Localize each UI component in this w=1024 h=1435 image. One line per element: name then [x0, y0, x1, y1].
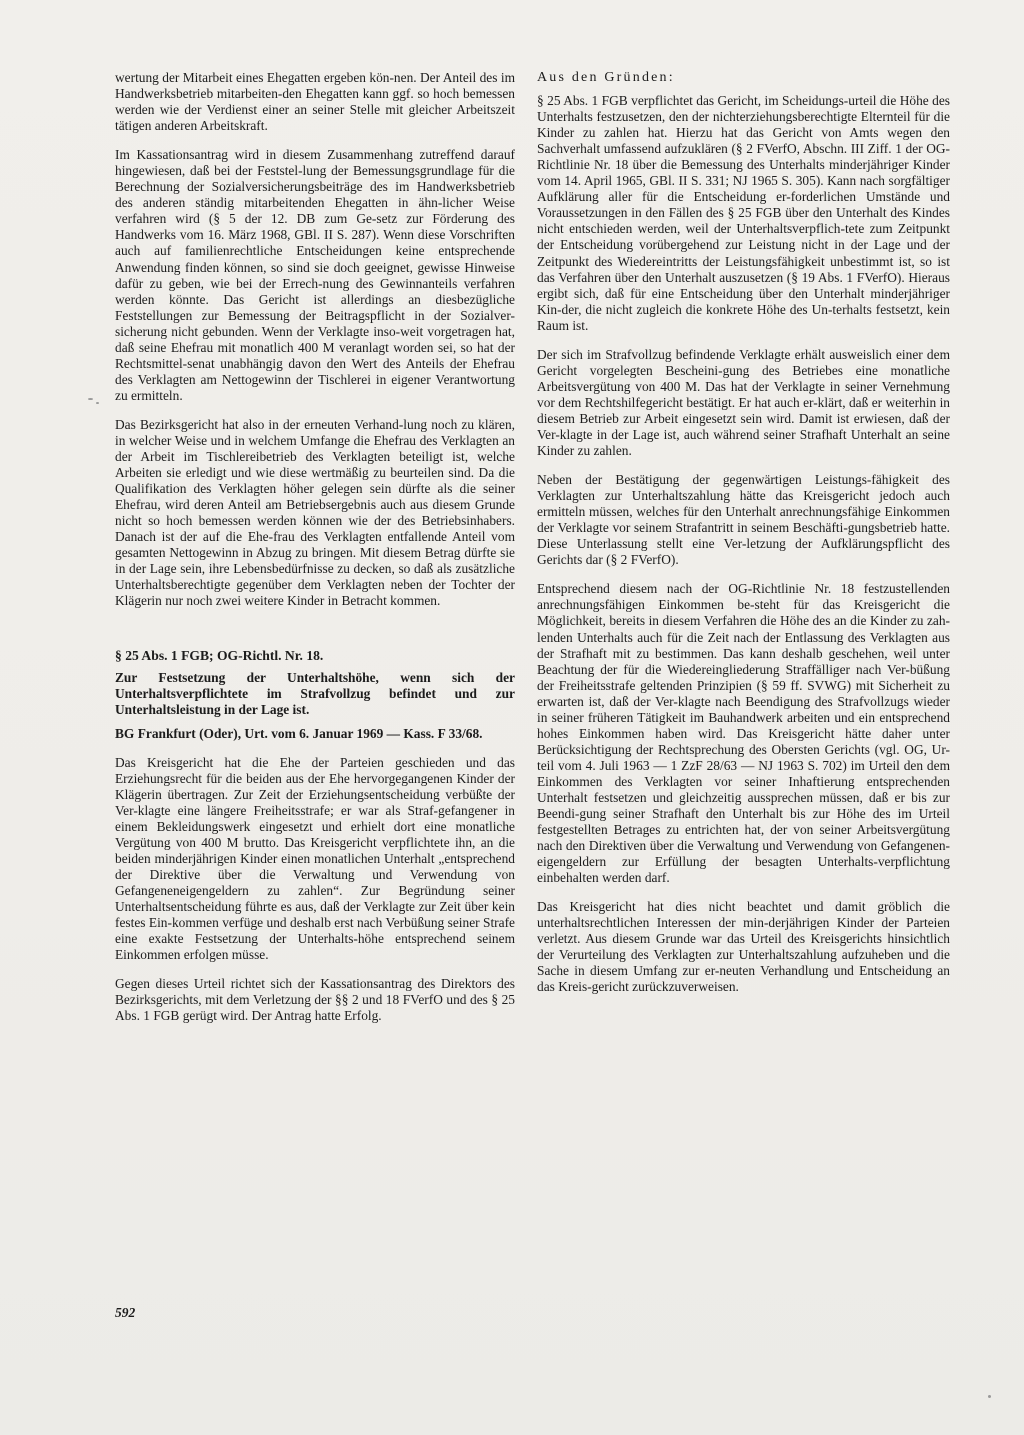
section-reference: § 25 Abs. 1 FGB; OG-Richtl. Nr. 18.	[115, 647, 324, 663]
scan-speck	[988, 1395, 991, 1398]
paragraph: Das Kreisgericht hat die Ehe der Parteien geschieden und das Erziehungsrecht für die beiden aus der Ehe hervorgegangenen Kinder der Klägerin übertragen. Zur Zeit der Erziehungsentscheidung verbüßte der Ver-klagte eine längere Freiheitsstrafe; er war als Straf-gefangener in einem Bekleidungswerk eingesetzt und erhielt dort eine monatliche Vergütung von 400 M brutto. Das Kreisgericht verpflichtete ihn, an die beiden minderjährigen Kinder einen monatlichen Unterhalt „entsprechend der Direktive über die Verwaltung und Verwendung von Gefangeneneigengeldern zu zahlen“. Zur Begründung seiner Unterhaltsentscheidung führte es aus, daß der Verklagte zur Zeit über kein festes Ein-kommen verfüge und deshalb erst nach Verbüßung seiner Strafe eine exakte Festsetzung der Unterhalts-höhe entsprechend seinem Einkommen erfolgen müsse.	[115, 754, 515, 963]
paragraph: § 25 Abs. 1 FGB verpflichtet das Gericht, im Scheidungs-urteil die Höhe des Unterhalts festzusetzen, den der nichterziehungsberechtigte Elternteil für die Kinder zu zahlen hat. Hierzu hat das Gericht von Amts wegen den Sachverhalt umfassend aufzuklären (§ 2 FVerfO, Abschn. III Ziff. 1 der OG-Richtlinie Nr. 18 über die Bemessung des Unterhalts minderjähriger Kinder vom 14. April 1965, GBl. II S. 331; NJ 1965 S. 305). Kann nach sorgfältiger Aufklärung aller für die Entscheidung er-forderlichen Umstände und Voraussetzungen in den Fällen des § 25 FGB über den Unterhalt des Kindes nicht entschieden werden, weil der Unterhaltsverpflich-tete zum Zeitpunkt der Entscheidung vorübergehend zur Leistung nicht in der Lage und der Zeitpunkt des Wiedereintritts der Leistungsfähigkeit unbestimmt ist, so ist das Verfahren über den Unterhalt auszusetzen (§ 19 Abs. 1 FVerfO). Hieraus ergibt sich, daß für eine Entscheidung über den Unterhalt minderjähriger Kin-der, die nicht zugleich die konkrete Höhe des Un-terhalts festsetzt, kein Raum ist.	[537, 93, 950, 333]
page-number: 592	[115, 1305, 136, 1320]
paragraph: Neben der Bestätigung der gegenwärtigen Leistungs-fähigkeit des Verklagten zur Unterhaltszahlung hätte das Kreisgericht jedoch auch ermitteln müssen, welches für den Unterhalt anrechnungsfähige Einkommen der Verklagte vor seinem Strafantritt in seinem Beschäfti-gungsbetrieb hatte. Diese Unterlassung stellt eine Ver-letzung der Aufklärungspflicht des Gerichts dar (§ 2 FVerfO).	[537, 472, 950, 568]
right-column	[537, 70, 950, 1009]
paragraph: Entsprechend diesem nach der OG-Richtlinie Nr. 18 festzustellenden anrechnungsfähigen Einkommen be-steht für das Kreisgericht die Möglichkeit, bereits in diesem Verfahren die Höhe des an die Kinder zu zah-lenden Unterhalts auch für die Zeit nach der Entlassung des Verklagten aus der Strafhaft mit zu bestimmen. Das kann deshalb geschehen, weil unter Beachtung der für die Wiedereingliederung Straffälliger nach Ver-büßung der Freiheitsstrafe geltenden Prinzipien (§ 59 ff. SVWG) mit Sicherheit zu erwarten ist, daß der Ver-klagte nach Beendigung des Strafvollzugs wieder in seiner früheren Tätigkeit im Bauhandwerk arbeiten und ein entsprechend hohes Einkommen haben wird. Das Kreisgericht hätte daher unter Berücksichtigung der Rechtsprechung des Obersten Gerichts (vgl. OG, Ur-teil vom 4. Juli 1963 — 1 ZzF 28/63 — NJ 1963 S. 702) im Urteil den dem Einkommen des Verklagten vor seiner Inhaftierung entsprechenden Unterhalt festsetzen und gleichzeitig aussprechen müssen, daß er bis zur Beendi-gung seiner Strafhaft den Unterhalt bis zur Höhe des im Urteil festgestellten Betrages zu entrichten hat, der von seiner Arbeitsvergütung nach den Direktiven über die Verwaltung und Verwendung von Gefangenen-eigengeldern zur Erfüllung der besagten Unterhalts-verpflichtung einbehalten werden darf.	[537, 581, 950, 886]
paragraph: Das Bezirksgericht hat also in der erneuten Verhand-lung noch zu klären, in welcher Weise und in welchem Umfange die Ehefrau des Verklagten an der Arbeit im Tischlereibetrieb des Verklagten beteiligt ist, welche Arbeiten sie erledigt und wie diese wertmäßig zu beurteilen sind. Da die Qualifikation des Verklagten höher gelegen sein dürfte als die seiner Ehefrau, wird deren Anteil am Betriebsergebnis auch aus diesem Grunde nicht so hoch bemessen werden können wie der des Betriebsinhabers. Danach ist der auf die Ehe-frau des Verklagten entfallende Anteil vom gesamten Nettogewinn in Abzug zu bringen. Mit diesem Betrag dürfte sie in der Lage sein, ihre Lebensbedürfnisse zu decken, so daß als zusätzliche Unterhaltsberechtigte gegenüber dem Verklagten neben der Tochter der Klägerin nur noch zwei weitere Kinder in Betracht kommen.	[115, 416, 515, 609]
scan-speck	[88, 398, 93, 400]
court-citation: BG Frankfurt (Oder), Urt. vom 6. Januar 1969 — Kass. F 33/68.	[115, 725, 483, 741]
paragraph: Das Kreisgericht hat dies nicht beachtet und damit gröblich die unterhaltsrechtlichen Interessen der min-derjährigen Kinder der Parteien verletzt. Aus diesem Grunde war das Urteil des Kreisgerichts hinsichtlich der Verurteilung des Verklagten zur Unterhaltszahlung aufzuheben und die Sache in diesem Umfang zur er-neuten Verhandlung und Entscheidung an das Kreis-gericht zurückzuverweisen.	[537, 899, 950, 995]
section-heading: Aus den Gründen:	[537, 70, 675, 85]
paragraph: Im Kassationsantrag wird in diesem Zusammenhang zutreffend darauf hingewiesen, daß bei der Feststel-lung der Bemessungsgrundlage für die Berechnung der Sozialversicherungsbeiträge des im Handwerksbetrieb des anderen ständig mitarbeitenden Ehegatten in ähn-licher Weise verfahren wird (§ 5 der 12. DB zum Ge-setz zur Förderung des Handwerks vom 16. März 1968, GBl. II S. 287). Wenn diese Vorschriften auch auf familienrechtliche Entscheidungen keine entsprechende Anwendung finden können, so sind sie doch geeignet, gewisse Hinweise dafür zu geben, wie bei der Errech-nung des Gewinnanteils verfahren werden könnte. Das Gericht ist allerdings an diesbezügliche Feststellungen zur Bemessung der Beitragspflicht in der Sozialver-sicherung nicht gebunden. Wenn der Verklagte inso-weit vorgetragen hat, daß seine Ehefrau mit monatlich 400 M veranlagt worden sei, so hat der Rechtsmittel-senat unabhängig davon den Wert des Anteils der Ehefrau des Verklagten am Nettogewinn der Tischlerei in eigener Verantwortung zu ermitteln.	[115, 147, 515, 403]
paragraph: Gegen dieses Urteil richtet sich der Kassationsantrag des Direktors des Bezirksgerichts, mit dem Verletzung der §§ 2 und 18 FVerfO und des § 25 Abs. 1 FGB gerügt wird. Der Antrag hatte Erfolg.	[115, 976, 515, 1024]
scan-speck	[96, 402, 99, 404]
left-column	[115, 70, 515, 1037]
paragraph: Der sich im Strafvollzug befindende Verklagte erhält ausweislich einer dem Gericht vorgelegten Bescheini-gung des Betriebes eine monatliche Arbeitsvergütung von 400 M. Das hat der Verklagte in seiner Vernehmung vor dem Rechtshilfegericht bestätigt. Er hat auch er-klärt, daß er weiterhin in diesem Betrieb zur Arbeit eingesetzt sein wird. Damit ist erwiesen, daß der Ver-klagte in der Lage ist, auch während seiner Strafhaft Unterhalt an seine Kinder zu zahlen.	[537, 346, 950, 459]
headnote: Zur Festsetzung der Unterhaltshöhe, wenn sich der Unterhaltsverpflichtete im Strafvollzug befindet und zur Unterhaltsleistung in der Lage ist.	[115, 669, 515, 717]
paragraph: wertung der Mitarbeit eines Ehegatten ergeben kön-nen. Der Anteil des im Handwerksbetrieb mitarbeiten-den Ehegatten kann ggf. so hoch bemessen werden wie der Verdienst einer an seiner Stelle mit gleicher Arbeitszeit tätigen anderen Arbeitskraft.	[115, 70, 515, 134]
